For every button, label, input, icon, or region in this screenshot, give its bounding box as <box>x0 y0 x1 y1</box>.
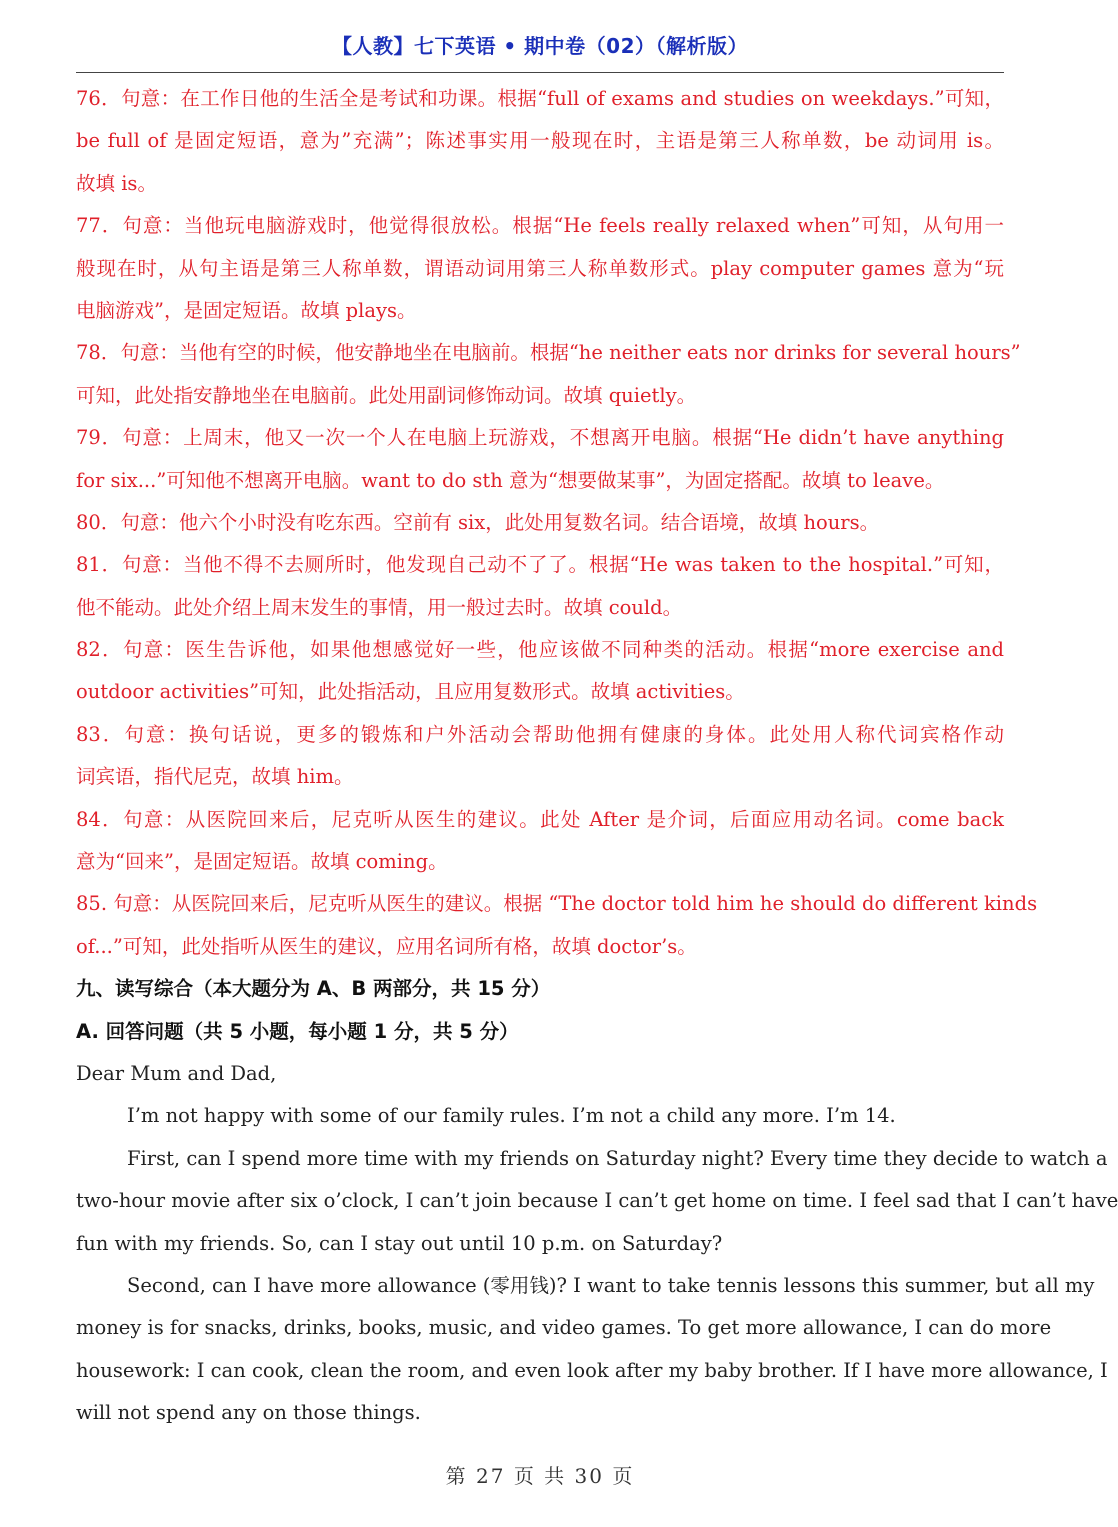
page-number: 第 27 页 共 30 页 <box>445 1464 635 1488</box>
answer-item <box>76 502 1004 544</box>
answer-explanations <box>76 78 1038 968</box>
header-divider <box>76 72 1004 73</box>
letter-paragraph <box>76 1265 1108 1435</box>
answer-line: 可知，此处指安静地坐在电脑前。此处用副词修饰动词。故填 quietly。 <box>76 383 697 407</box>
answer-line: of...”可知，此处指听从医生的建议，应用名词所有格，故填 doctor’s。 <box>76 934 697 958</box>
answer-line: 79．句意：上周末，他又一次一个人在电脑上玩游戏，不想离开电脑。根据“He didn’t have anything <box>76 426 1004 450</box>
answer-line: 78．句意：当他有空的时候，他安静地坐在电脑前。根据“he neither eats nor drinks for several hours” <box>76 341 1021 365</box>
answer-line: 故填 is。 <box>76 171 157 195</box>
answer-item <box>76 714 1004 799</box>
part-a-heading: A. 回答问题（共 5 小题，每小题 1 分，共 5 分） <box>76 1019 519 1043</box>
letter <box>76 1053 1118 1435</box>
letter-line: housework: I can cook, clean the room, and even look after my baby brother. If I have more allowance, I <box>76 1358 1108 1382</box>
letter-body <box>76 1095 1118 1434</box>
answer-item <box>76 629 1004 714</box>
answer-line: 85. 句意：从医院回来后，尼克听从医生的建议。根据 “The doctor told him he should do different kinds <box>76 892 1038 916</box>
answer-item <box>76 883 1038 968</box>
letter-line: Second, can I have more allowance (零用钱)? I want to take tennis lessons this summer, but all my <box>127 1273 1095 1297</box>
answer-line: 词宾语，指代尼克，故填 him。 <box>76 765 354 789</box>
answer-line: be full of 是固定短语，意为”充满”；陈述事实用一般现在时，主语是第三人称单数，be 动词用 is。 <box>76 129 1004 153</box>
answer-item <box>76 78 1004 205</box>
letter-line: I’m not happy with some of our family rules. I’m not a child any more. I’m 14. <box>127 1104 896 1128</box>
answer-line: 82．句意：医生告诉他，如果他想感觉好一些，他应该做不同种类的活动。根据“more exercise and <box>76 638 1004 662</box>
answer-line: 77．句意：当他玩电脑游戏时，他觉得很放松。根据“He feels really relaxed when”可知，从句用一 <box>76 214 1004 238</box>
answer-line: 84．句意：从医院回来后，尼克听从医生的建议。此处 After 是介词，后面应用动名词。come back <box>76 807 1004 831</box>
answer-line: 76．句意：在工作日他的生活全是考试和功课。根据“full of exams and studies on weekdays.”可知， <box>76 87 1004 110</box>
section-heading: 九、读写综合（本大题分为 A、B 两部分，共 15 分） <box>76 977 551 1001</box>
answer-line: for six...”可知他不想离开电脑。want to do sth 意为“想要做某事”，为固定搭配。故填 to leave。 <box>76 468 945 492</box>
answer-line: 83．句意：换句话说，更多的锻炼和户外活动会帮助他拥有健康的身体。此处用人称代词宾格作动 <box>76 722 1004 746</box>
answer-item <box>76 799 1004 884</box>
answer-item <box>76 332 1021 417</box>
answer-line: 他不能动。此处介绍上周末发生的事情，用一般过去时。故填 could。 <box>76 595 683 619</box>
letter-paragraph <box>76 1138 1118 1265</box>
answer-line: 意为“回来”，是固定短语。故填 coming。 <box>76 850 448 874</box>
page-header-title: 【人教】七下英语 • 期中卷（02）（解析版） <box>331 34 749 58</box>
letter-line: First, can I spend more time with my friends on Saturday night? Every time they decide to watch a <box>127 1146 1108 1170</box>
page-content <box>76 78 1118 1435</box>
answer-item <box>76 544 1004 629</box>
letter-line: two-hour movie after six o’clock, I can’t join because I can’t get home on time. I feel sad that I can’t have <box>76 1189 1118 1213</box>
letter-line: fun with my friends. So, can I stay out until 10 p.m. on Saturday? <box>76 1231 723 1255</box>
letter-line: money is for snacks, drinks, books, music, and video games. To get more allowance, I can do more <box>76 1316 1052 1340</box>
letter-paragraph <box>76 1095 1004 1137</box>
answer-line: 般现在时，从句主语是第三人称单数，谓语动词用第三人称单数形式。play computer games 意为“玩 <box>76 256 1004 280</box>
letter-greeting: Dear Mum and Dad, <box>76 1061 277 1085</box>
answer-line: 80．句意：他六个小时没有吃东西。空前有 six，此处用复数名词。结合语境，故填 hours。 <box>76 510 880 534</box>
letter-line: will not spend any on those things. <box>76 1401 421 1425</box>
answer-item <box>76 417 1004 502</box>
answer-line: 81．句意：当他不得不去厕所时，他发现自己动不了了。根据“He was taken to the hospital.”可知， <box>76 553 1004 577</box>
answer-line: 电脑游戏”，是固定短语。故填 plays。 <box>76 298 417 322</box>
answer-line: outdoor activities”可知，此处指活动，且应用复数形式。故填 activities。 <box>76 680 745 704</box>
answer-item <box>76 205 1004 332</box>
